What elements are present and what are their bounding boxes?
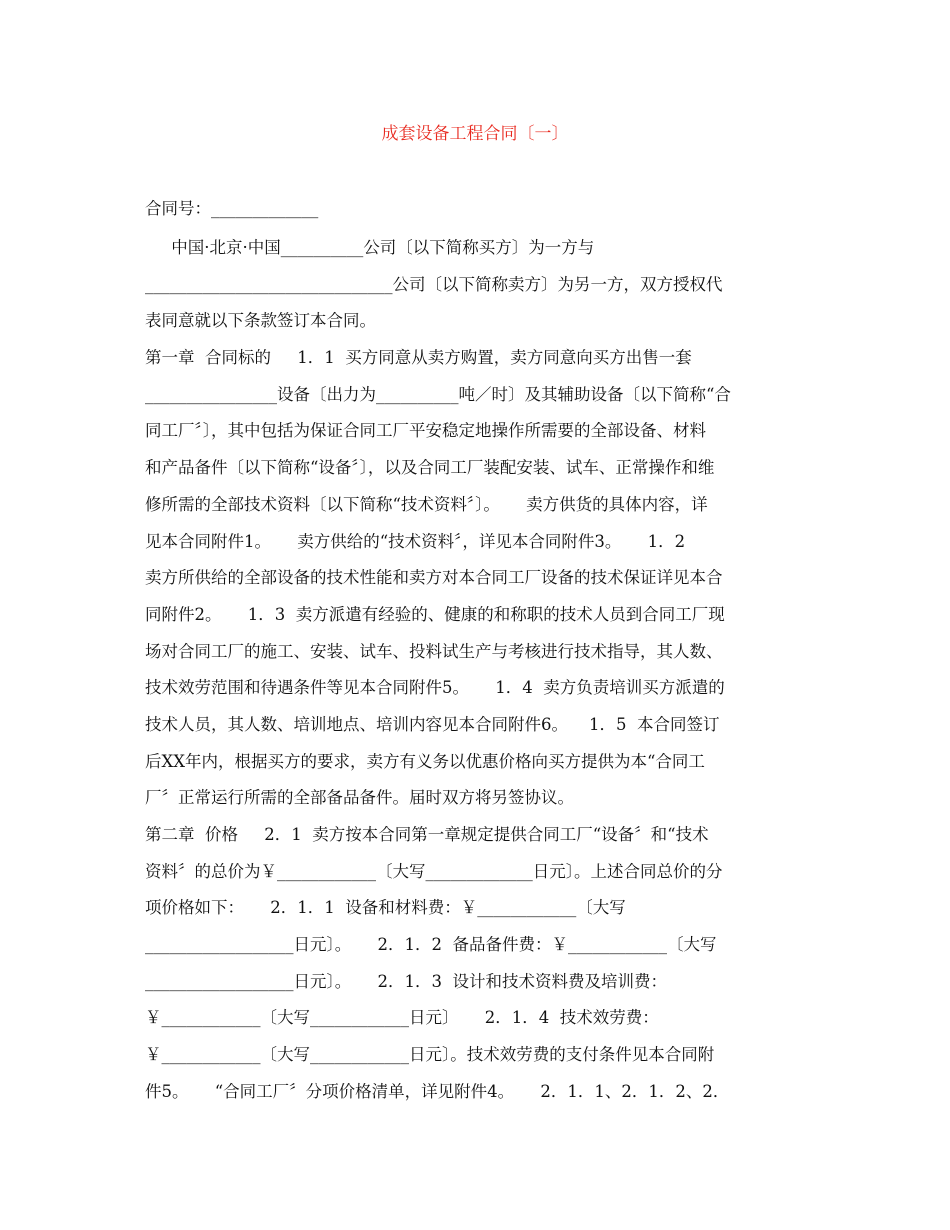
body-line: 和产品备件〔以下简称“设备〞〕，以及合同工厂装配安装、试车、正常操作和维 bbox=[145, 458, 715, 478]
body-line: 见本合同附件1。 卖方供给的“技术资料〞，详见本合同附件3。 1．2 bbox=[145, 531, 686, 551]
body-line: 同工厂〞〕，其中包括为保证合同工厂平安稳定地操作所需要的全部设备、材料 bbox=[145, 421, 706, 441]
contract-number-line: 合同号：_____________ bbox=[145, 199, 319, 218]
body-line: 卖方所供给的全部设备的技术性能和卖方对本合同工厂设备的技术保证详见本合 bbox=[145, 568, 723, 588]
body-line: 修所需的全部技术资料〔以下简称“技术资料〞〕。 卖方供货的具体内容，详 bbox=[145, 494, 708, 514]
body-line: 第二章 价格 2．1 卖方按本合同第一章规定提供合同工厂“设备〞和“技术 bbox=[145, 825, 709, 844]
document-title: 成套设备工程合同〔一〕 bbox=[381, 124, 569, 144]
body-line: 项价格如下： 2．1．1 设备和材料费：￥____________〔大写 bbox=[145, 898, 626, 918]
body-line: 后XX年内，根据买方的要求，卖方有义务以优惠价格向买方提供为本“合同工 bbox=[145, 751, 705, 771]
body-line: 件5。 “合同工厂〞分项价格清单，详见附件4。 2．1．1、2．1．2、2． bbox=[145, 1081, 730, 1101]
body-line: 场对合同工厂的施工、安装、试车、投料试生产与考核进行技术指导，其人数、 bbox=[145, 641, 723, 661]
body-line: 技术效劳范围和待遇条件等见本合同附件5。 1．4 卖方负责培训买方派遣的 bbox=[145, 678, 725, 698]
body-line: 第一章 合同标的 1．1 买方同意从卖方购置，卖方同意向买方出售一套 bbox=[145, 348, 692, 368]
body-line: __________________日元〕。 2．1．3 设计和技术资料费及培训费： bbox=[145, 971, 667, 991]
body-line: __________________日元〕。 2．1．2 备品备件费：￥____________〔大写 bbox=[145, 935, 717, 955]
body-line: ￥____________〔大写____________日元〕。技术效劳费的支付条件见本合同附 bbox=[145, 1045, 715, 1065]
body-line: 资料〞的总价为￥____________〔大写_____________日元〕。上述合同总价的分 bbox=[145, 861, 723, 881]
body-line: 中国·北京·中国__________公司〔以下简称买方〕为一方与 bbox=[145, 238, 595, 257]
body-line: 厂〞正常运行所需的全部备品备件。届时双方将另签协议。 bbox=[145, 788, 574, 808]
body-line: ________________设备〔出力为__________吨／时〕及其辅助设备〔以下简称“合 bbox=[145, 384, 731, 404]
body-line: ￥____________〔大写____________日元〕 2．1．4 技术效劳费： bbox=[145, 1008, 659, 1028]
body-line: 同附件2。 1．3 卖方派遣有经验的、健康的和称职的技术人员到合同工厂现 bbox=[145, 604, 725, 624]
body-line: ______________________________公司〔以下简称卖方〕为另一方，双方授权代 bbox=[145, 274, 723, 294]
body-line: 表同意就以下条款签订本合同。 bbox=[145, 311, 376, 331]
body-line: 技术人员，其人数、培训地点、培训内容见本合同附件6。 1．5 本合同签订 bbox=[145, 714, 720, 734]
contract-body bbox=[145, 196, 815, 1111]
